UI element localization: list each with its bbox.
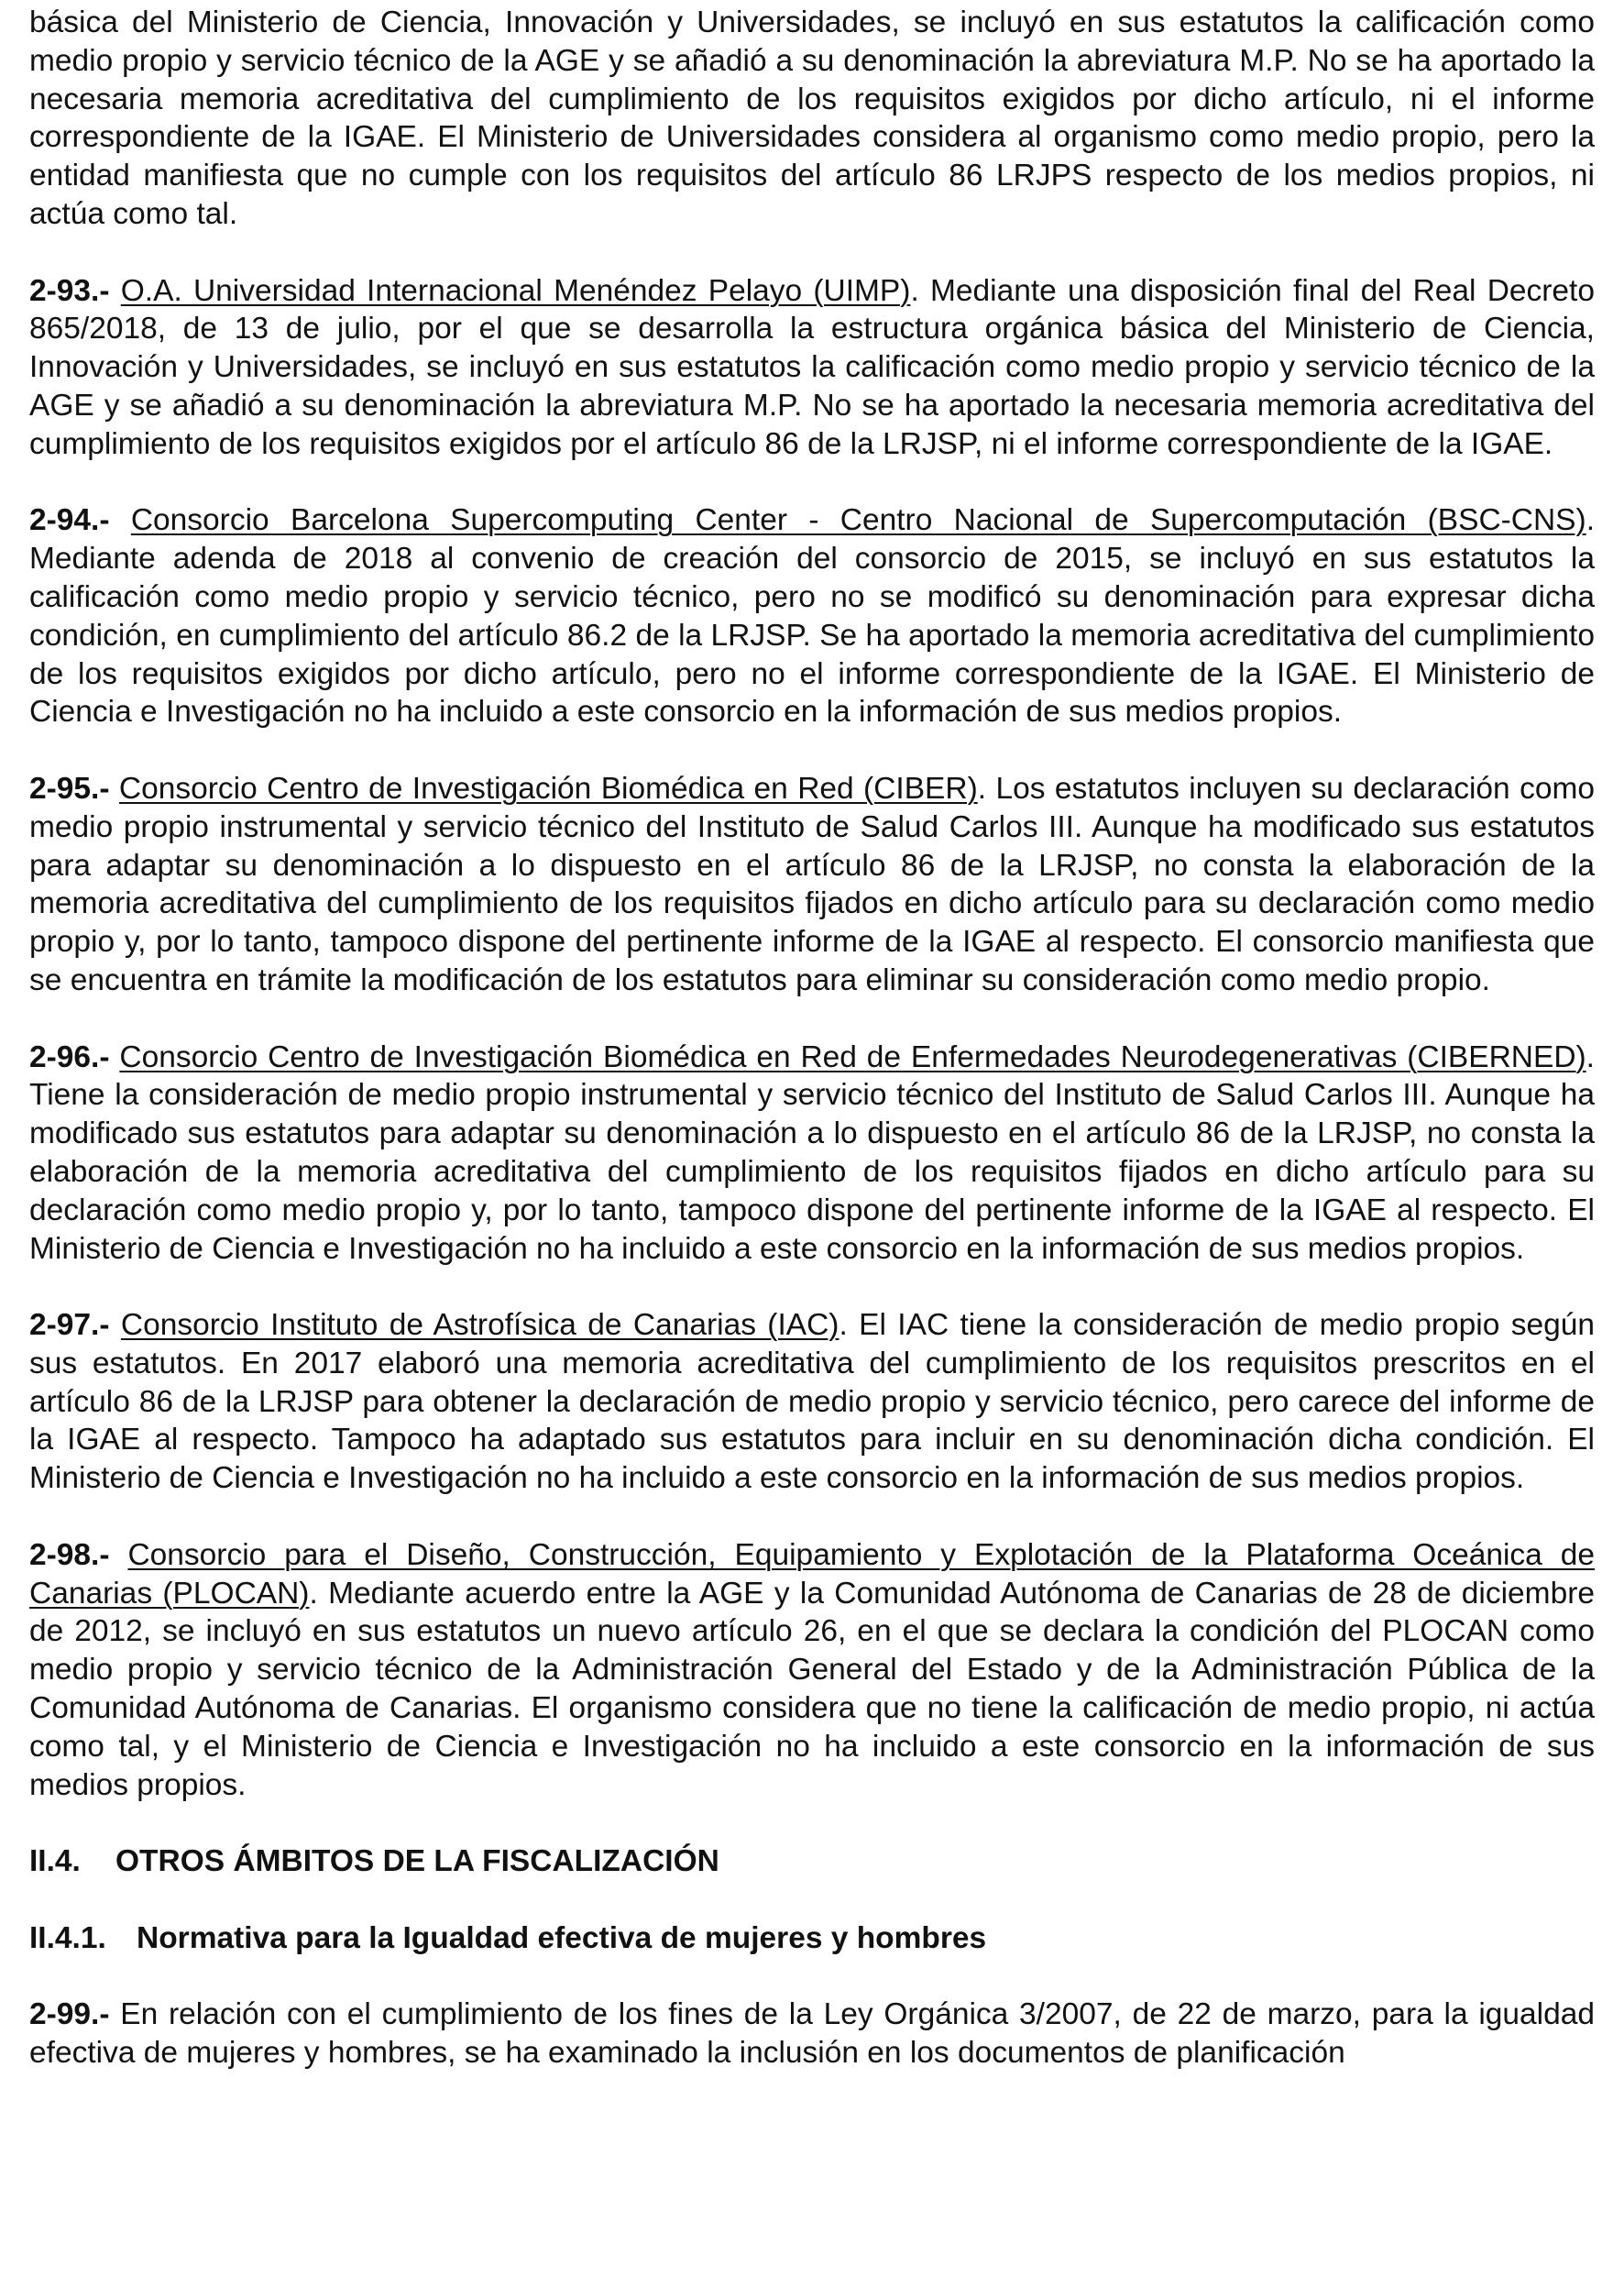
subsection-heading — [29, 1919, 1595, 1958]
section-number: II.4. — [29, 1844, 81, 1879]
paragraph-number: 2-96.- — [29, 1039, 110, 1074]
section-heading — [29, 1842, 1595, 1881]
intro-text: básica del Ministerio de Ciencia, Innovación y Universidades, se incluyó en sus estatutos la calificación como medio propio y servicio técnico de la AGE y se añadió a su denominación la abreviatura M.P. No se ha aportado la necesaria memoria acreditativa del cumplimiento de los requisitos exigidos por dicho artículo, ni el informe correspondiente de la IGAE. El Ministerio de Universidades considera al organismo como medio propio, pero la entidad manifiesta que no cumple con los requisitos del artículo 86 LRJPS respecto de los medios propios, ni actúa como tal. — [29, 5, 1595, 231]
paragraph-2-98 — [29, 1536, 1595, 1805]
paragraph-text: . Los estatutos incluyen su declaración como medio propio instrumental y servicio técnico del Instituto de Salud Carlos III. Aunque ha modificado sus estatutos para adaptar su denominación a lo dispuesto en el artículo 86 de la LRJSP, no consta la elaboración de la memoria acreditativa del cumplimiento de los requisitos fijados en dicho artículo para su declaración como medio propio y, por lo tanto, tampoco dispone del pertinente informe de la IGAE al respecto. El consorcio manifiesta que se encuentra en trámite la modificación de los estatutos para eliminar su consideración como medio propio. — [29, 771, 1595, 997]
entity-name: Consorcio Centro de Investigación Biomédica en Red (CIBER) — [118, 771, 978, 806]
document-page — [29, 4, 1595, 2073]
entity-name: O.A. Universidad Internacional Menéndez Pelayo (UIMP) — [120, 273, 911, 308]
paragraph-2-93 — [29, 272, 1595, 464]
paragraph-number: 2-95.- — [29, 771, 110, 806]
section-title: OTROS ÁMBITOS DE LA FISCALIZACIÓN — [115, 1844, 719, 1879]
paragraph-text: . Tiene la consideración de medio propio instrumental y servicio técnico del Instituto de Salud Carlos III. Aunque ha modificado sus estatutos para adaptar su denominación a lo dispuesto en el artículo 86 de la LRJSP, no consta la elaboración de la memoria acreditativa del cumplimiento de los requisitos fijados en dicho artículo para su declaración como medio propio y, por lo tanto, tampoco dispone del pertinente informe de la IGAE al respecto. El Ministerio de Ciencia e Investigación no ha incluido a este consorcio en la información de sus medios propios. — [29, 1039, 1595, 1266]
paragraph-text: . El IAC tiene la consideración de medio propio según sus estatutos. En 2017 elaboró una memoria acreditativa del cumplimiento de los requisitos prescritos en el artículo 86 de la LRJSP para obtener la declaración de medio propio y servicio técnico, pero carece del informe de la IGAE al respecto. Tampoco ha adaptado sus estatutos para incluir en su denominación dicha condición. El Ministerio de Ciencia e Investigación no ha incluido a este consorcio en la información de sus medios propios. — [29, 1308, 1595, 1496]
paragraph-number: 2-94.- — [29, 503, 110, 538]
paragraph-2-97 — [29, 1306, 1595, 1498]
paragraph-number: 2-93.- — [29, 273, 110, 308]
entity-name: Consorcio Instituto de Astrofísica de Canarias (IAC) — [120, 1308, 839, 1343]
paragraph-number: 2-97.- — [29, 1308, 110, 1343]
paragraph-text: . Mediante una disposición final del Real Decreto 865/2018, de 13 de julio, por el que se desarrolla la estructura orgánica básica del Ministerio de Ciencia, Innovación y Universidades, se incluyó en sus estatutos la calificación como medio propio y servicio técnico de la AGE y se añadió a su denominación la abreviatura M.P. No se ha aportado la necesaria memoria acreditativa del cumplimiento de los requisitos exigidos por el artículo 86 de la LRJSP, ni el informe correspondiente de la IGAE. — [29, 273, 1595, 461]
paragraph-2-94 — [29, 501, 1595, 731]
entity-name: Consorcio Centro de Investigación Biomédica en Red de Enfermedades Neurodegenerativas (CIBERNED) — [119, 1039, 1586, 1074]
paragraph-text: En relación con el cumplimiento de los fines de la Ley Orgánica 3/2007, de 22 de marzo, para la igualdad efectiva de mujeres y hombres, se ha examinado la inclusión en los documentos de planificación — [29, 1997, 1595, 2071]
paragraph-2-96 — [29, 1039, 1595, 1269]
subsection-title: Normativa para la Igualdad efectiva de mujeres y hombres — [137, 1920, 987, 1955]
paragraph-text: . Mediante adenda de 2018 al convenio de creación del consorcio de 2015, se incluyó en sus estatutos la calificación como medio propio y servicio técnico, pero no se modificó su denominación para expresar dicha condición, en cumplimiento del artículo 86.2 de la LRJSP. Se ha aportado la memoria acreditativa del cumplimiento de los requisitos exigidos por dicho artículo, pero no el informe correspondiente de la IGAE. El Ministerio de Ciencia e Investigación no ha incluido a este consorcio en la información de sus medios propios. — [29, 503, 1595, 730]
paragraph-2-99 — [29, 1996, 1595, 2073]
intro-paragraph — [29, 4, 1595, 234]
entity-name: Consorcio Barcelona Supercomputing Center - Centro Nacional de Supercomputación (BSC-CNS) — [130, 503, 1586, 538]
paragraph-2-95 — [29, 770, 1595, 1000]
subsection-number: II.4.1. — [29, 1920, 106, 1955]
paragraph-number: 2-99.- — [29, 1997, 110, 2032]
paragraph-text: . Mediante acuerdo entre la AGE y la Comunidad Autónoma de Canarias de 28 de diciembre de 2012, se incluyó en sus estatutos un nuevo artículo 26, en el que se declara la condición del PLOCAN como medio propio y servicio técnico de la Administración General del Estado y de la Administración Pública de la Comunidad Autónoma de Canarias. El organismo considera que no tiene la calificación de medio propio, ni actúa como tal, y el Ministerio de Ciencia e Investigación no ha incluido a este consorcio en la información de sus medios propios. — [29, 1576, 1595, 1802]
paragraph-number: 2-98.- — [29, 1537, 110, 1572]
entity-name: Consorcio para el Diseño, Construcción, Equipamiento y Explotación de la Plataforma Oceánica de Canarias (PLOCAN) — [29, 1537, 1596, 1611]
